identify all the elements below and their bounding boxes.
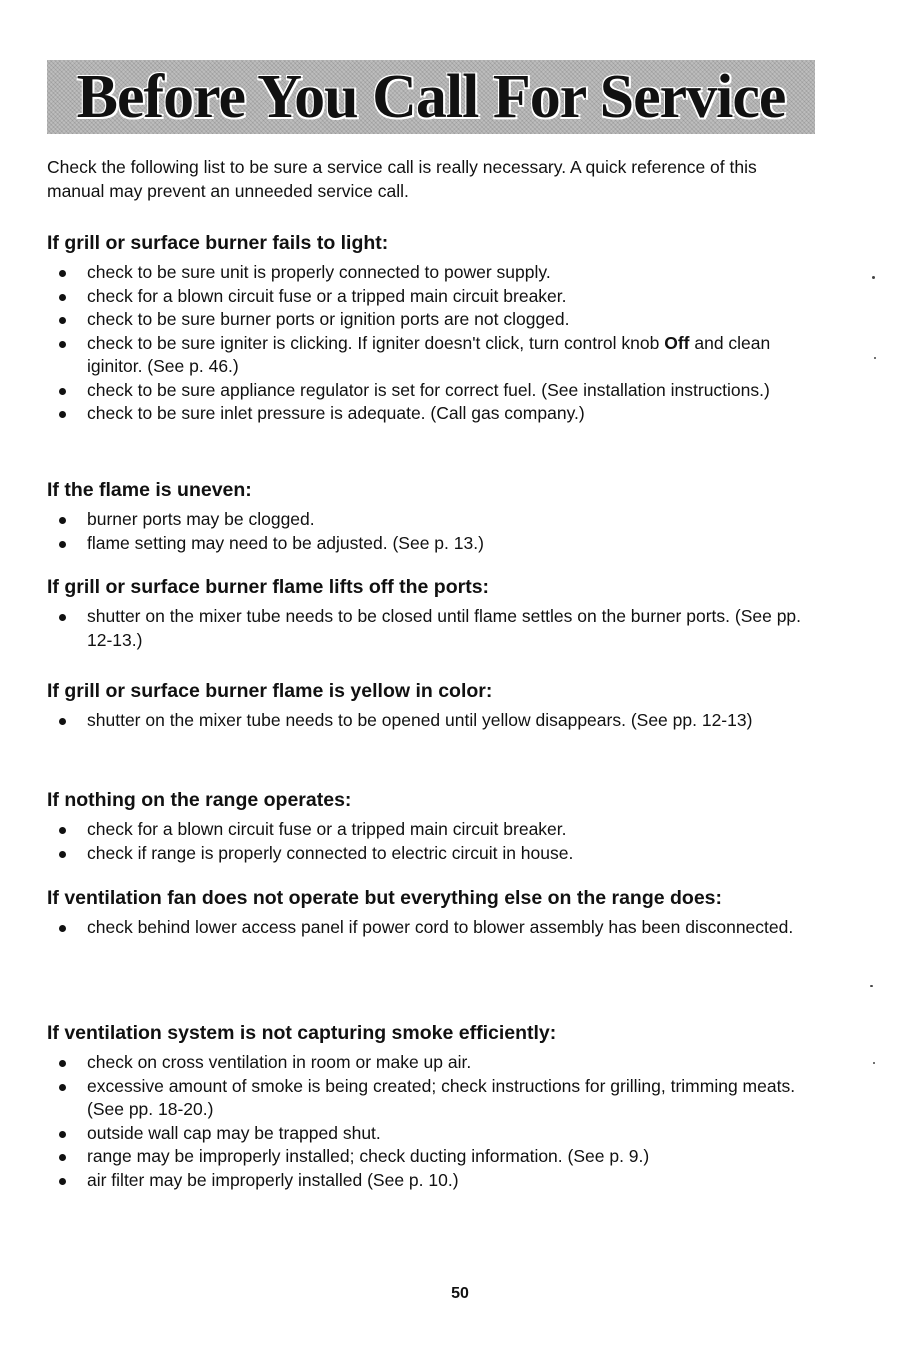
list-item bbox=[47, 916, 817, 940]
bullet-icon bbox=[59, 517, 66, 524]
title-banner bbox=[47, 60, 815, 134]
list-item bbox=[47, 508, 817, 532]
list-item bbox=[47, 261, 817, 285]
list-item-text: excessive amount of smoke is being created; check instructions for grilling, trimming meats. (See pp. 18-20.) bbox=[87, 1075, 796, 1119]
list-item bbox=[47, 709, 817, 733]
list-item-text: check to be sure appliance regulator is set for correct fuel. (See installation instructions.) bbox=[87, 379, 770, 400]
list-item bbox=[47, 1145, 817, 1169]
section-flame-uneven bbox=[47, 475, 817, 555]
page-title: Before You Call For Service bbox=[76, 62, 786, 131]
scan-speck bbox=[873, 1062, 875, 1064]
list-item-text: air filter may be improperly installed (See p. 10.) bbox=[87, 1169, 459, 1190]
section-flame-yellow bbox=[47, 676, 817, 733]
list-item bbox=[47, 402, 817, 426]
checklist bbox=[47, 261, 817, 426]
list-item-text: outside wall cap may be trapped shut. bbox=[87, 1122, 381, 1143]
bullet-icon bbox=[59, 1154, 66, 1161]
bullet-icon bbox=[59, 925, 66, 932]
checklist bbox=[47, 818, 817, 865]
bullet-icon bbox=[59, 827, 66, 834]
list-item bbox=[47, 379, 817, 403]
bullet-icon bbox=[59, 294, 66, 301]
off-setting-label: Off bbox=[664, 332, 690, 353]
list-item bbox=[47, 605, 817, 652]
list-item-text: check if range is properly connected to electric circuit in house. bbox=[87, 842, 574, 863]
bullet-icon bbox=[59, 614, 66, 621]
list-item-text-after: and clean iginitor. (See p. 46.) bbox=[87, 332, 771, 376]
bullet-icon bbox=[59, 388, 66, 395]
section-ventilation-system bbox=[47, 1018, 817, 1192]
checklist bbox=[47, 709, 817, 733]
bullet-icon bbox=[59, 718, 66, 725]
list-item bbox=[47, 1169, 817, 1193]
scan-speck bbox=[874, 357, 876, 359]
section-heading: If grill or surface burner flame is yellow in color: bbox=[47, 680, 493, 702]
section-heading: If grill or surface burner flame lifts off the ports: bbox=[47, 576, 490, 598]
section-nothing-operates bbox=[47, 785, 817, 865]
list-item-text: burner ports may be clogged. bbox=[87, 509, 315, 529]
list-item-text: check to be sure inlet pressure is adequate. (Call gas company.) bbox=[87, 403, 585, 423]
checklist bbox=[47, 508, 817, 555]
checklist bbox=[47, 605, 817, 652]
list-item-text: shutter on the mixer tube needs to be opened until yellow disappears. (See pp. 12-13) bbox=[87, 710, 753, 730]
bullet-icon bbox=[59, 1084, 66, 1091]
list-item bbox=[47, 1051, 817, 1075]
section-heading: If ventilation fan does not operate but everything else on the range does: bbox=[47, 887, 723, 909]
section-grill-fails-to-light bbox=[47, 228, 817, 426]
bullet-icon bbox=[59, 1060, 66, 1067]
list-item-text: check for a blown circuit fuse or a tripped main circuit breaker. bbox=[87, 819, 567, 839]
list-item-text: range may be improperly installed; check ducting information. (See p. 9.) bbox=[87, 1146, 650, 1166]
list-item-text: shutter on the mixer tube needs to be closed until flame settles on the burner ports. (See pp. 12-13.) bbox=[87, 606, 802, 650]
section-flame-lifts-off-ports bbox=[47, 572, 817, 652]
bullet-icon bbox=[59, 1131, 66, 1138]
list-item-text: check behind lower access panel if power cord to blower assembly has been disconnected. bbox=[87, 917, 794, 937]
list-item bbox=[47, 1122, 817, 1146]
list-item-text: check for a blown circuit fuse or a tripped main circuit breaker. bbox=[87, 285, 567, 306]
bullet-icon bbox=[59, 411, 66, 418]
list-item-text: flame setting may need to be adjusted. (See p. 13.) bbox=[87, 532, 484, 553]
list-item bbox=[47, 532, 817, 556]
scan-speck bbox=[872, 276, 875, 279]
section-heading: If ventilation system is not capturing smoke efficiently: bbox=[47, 1022, 557, 1044]
list-item bbox=[47, 818, 817, 842]
list-item-text: check on cross ventilation in room or make up air. bbox=[87, 1052, 472, 1072]
scan-speck bbox=[870, 985, 873, 987]
checklist bbox=[47, 1051, 817, 1192]
checklist bbox=[47, 916, 817, 940]
page-number: 50 bbox=[451, 1285, 469, 1302]
section-ventilation-fan bbox=[47, 883, 817, 940]
section-heading: If the flame is uneven: bbox=[47, 479, 252, 501]
section-heading: If nothing on the range operates: bbox=[47, 789, 352, 811]
bullet-icon bbox=[59, 341, 66, 348]
list-item bbox=[47, 842, 817, 866]
section-heading: If grill or surface burner fails to light: bbox=[47, 232, 389, 254]
list-item bbox=[47, 308, 817, 332]
list-item-text-before: check to be sure igniter is clicking. If igniter doesn't click, turn control knob bbox=[87, 332, 665, 353]
list-item-text: check to be sure burner ports or ignition ports are not clogged. bbox=[87, 309, 570, 329]
bullet-icon bbox=[59, 270, 66, 277]
bullet-icon bbox=[59, 851, 66, 858]
bullet-icon bbox=[59, 317, 66, 324]
list-item bbox=[47, 285, 817, 309]
bullet-icon bbox=[59, 1178, 66, 1185]
bullet-icon bbox=[59, 541, 66, 548]
list-item bbox=[47, 332, 817, 379]
list-item-text: check to be sure unit is properly connected to power supply. bbox=[87, 262, 551, 282]
intro-paragraph: Check the following list to be sure a service call is really necessary. A quick reference of this manual may prevent an unneeded service call. bbox=[47, 157, 757, 201]
list-item bbox=[47, 1075, 817, 1122]
